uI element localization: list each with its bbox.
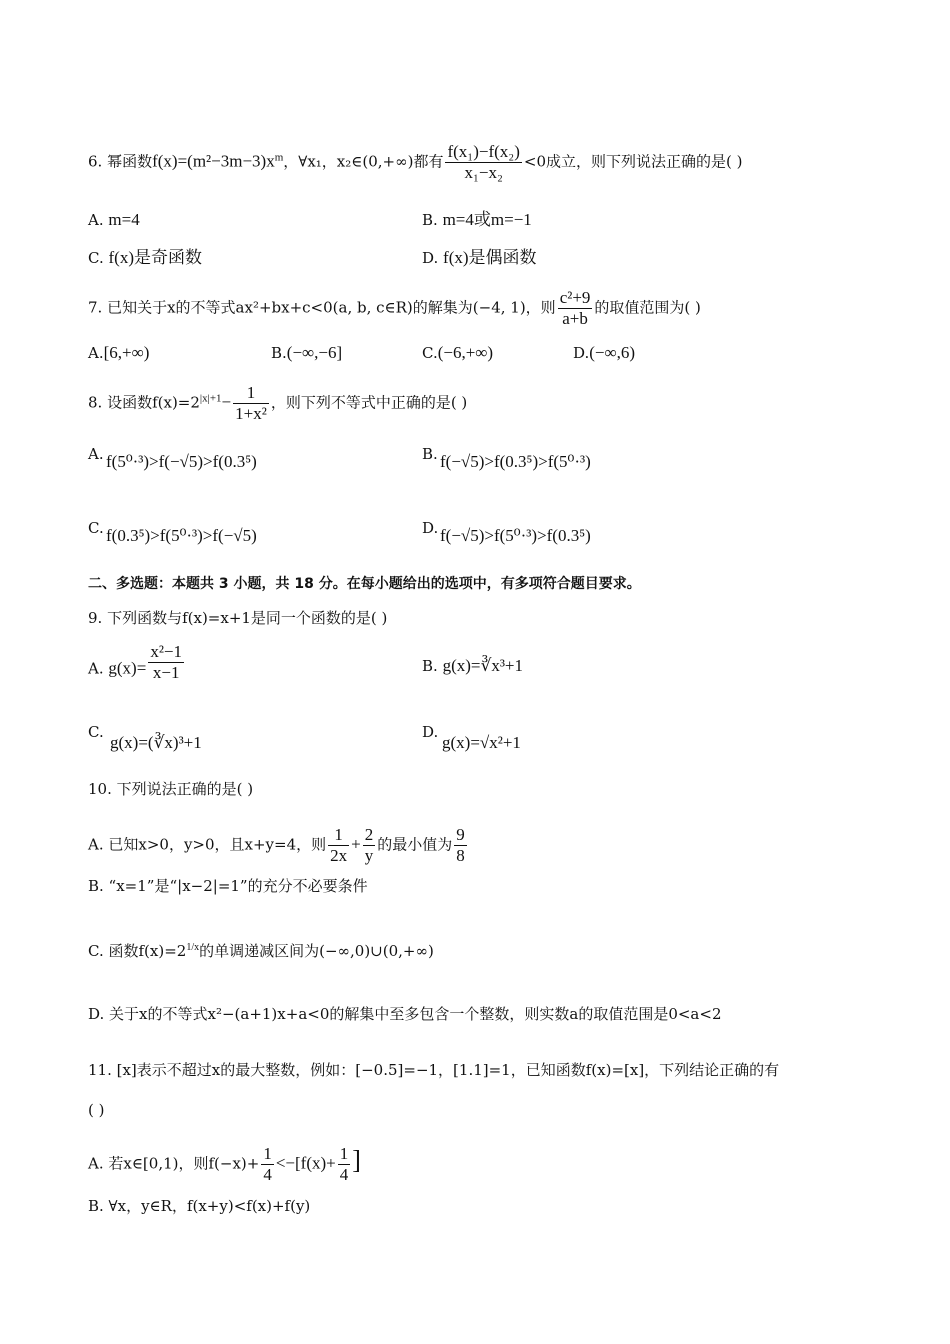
option-label: A. (88, 659, 104, 678)
option-label: B. (422, 657, 438, 675)
frac-den: 8 (456, 846, 465, 865)
q9-a-num: x²−1 (150, 642, 182, 661)
q8-option-a-text (106, 452, 257, 472)
q6-option-b (422, 210, 532, 230)
q6-frac-num: f(x₁)−f(x₂) (447, 142, 520, 161)
q7-frac-num: c²+9 (559, 288, 591, 307)
option-label: D. (422, 249, 439, 267)
q8-option-b-text (440, 452, 591, 472)
q6-frac-den: x₁−x₂ (464, 163, 503, 182)
q6-cond: ，∀x₁，x₂∈(0,+∞)都有 (283, 152, 444, 171)
q10-a-mid: 的最小值为 (377, 835, 453, 854)
q9-option-c-text (110, 733, 202, 753)
option-text: f(x)是奇函数 (108, 248, 202, 267)
q8-suffix: ，则下列不等式中正确的是( ) (270, 393, 468, 412)
frac-den: y (364, 846, 374, 865)
frac-den: 2x (330, 846, 348, 865)
q7-prefix: 7. 已知关于x的不等式ax²+bx+c<0(a, b, c∈R)的解集为(−4, 1)，则 (88, 298, 556, 317)
q6-option-a (88, 210, 140, 230)
q9-stem: 9. 下列函数与f(x)=x+1是同一个函数的是( ) (88, 609, 388, 627)
q10-a-plus: + (351, 834, 361, 854)
option-label: A. (88, 211, 104, 229)
q8-prefix: 8. 设函数f(x)=2 (88, 393, 200, 412)
q10-c-suffix: 的单调递减区间为(−∞,0)∪(0,+∞) (199, 942, 434, 960)
option-text: g(x)=√x²+1 (442, 733, 521, 752)
frac-den: 4 (339, 1165, 349, 1184)
q8-option-d (422, 518, 438, 538)
option-label: C. (88, 723, 104, 741)
q8-exp: |x|+1 (199, 392, 222, 405)
q11-option-a (88, 1144, 361, 1185)
q10-option-c (88, 938, 434, 961)
option-text: f(x)是偶函数 (443, 248, 537, 267)
frac-num: 1 (339, 1144, 349, 1163)
q10-option-d: D. 关于x的不等式x²−(a+1)x+a<0的解集中至多包含一个整数，则实数a的取值范围是0<a<2 (88, 1005, 722, 1023)
option-text: f(−√5)>f(5⁰·³)>f(0.3⁵) (440, 526, 591, 545)
q10-a-prefix: A. 已知x>0，y>0，且x+y=4，则 (88, 835, 327, 854)
frac-num: 9 (456, 825, 465, 844)
q11-stem-2: ( ) (88, 1101, 105, 1119)
q11-stem: 11. [x]表示不超过x的最大整数，例如：[−0.5]=−1，[1.1]=1，已知函数f(x)=[x]，下列结论正确的有 (88, 1061, 780, 1079)
q11-a-end: ] (352, 1145, 361, 1175)
option-text: f(5⁰·³)>f(−√5)>f(0.3⁵) (106, 452, 257, 471)
q6-func: f(x)=(m²−3m−3)x (152, 151, 275, 171)
q9-option-c (88, 722, 104, 742)
q8-frac-num: 1 (233, 383, 269, 404)
option-label: A. (88, 344, 104, 362)
q10-a-frac2 (363, 825, 376, 866)
q6-option-d (422, 248, 537, 268)
q10-a-frac3 (454, 825, 467, 866)
q8-option-b (422, 444, 438, 464)
option-label: B. (271, 344, 287, 362)
q8-stem (88, 383, 467, 424)
q8-option-c-text (106, 526, 257, 546)
q7-suffix: 的取值范围为( ) (594, 298, 701, 317)
q9-a-den: x−1 (152, 663, 180, 682)
option-label: A. (88, 445, 104, 463)
frac-den: 4 (263, 1165, 272, 1184)
q8-option-d-text (440, 526, 591, 546)
option-text: (−6,+∞) (437, 343, 494, 362)
option-label: C. (88, 519, 104, 537)
option-text: g(x)=∛x³+1 (442, 656, 524, 675)
q11-a-prefix: A. 若x∈[0,1)，则f(−x)+ (88, 1154, 260, 1173)
option-text: [6,+∞) (103, 343, 150, 362)
q10-option-a (88, 825, 469, 866)
q9-a-fraction (148, 642, 184, 683)
q7-option-b (271, 343, 342, 363)
frac-num: 1 (263, 1144, 272, 1163)
q8-option-a (88, 444, 104, 464)
q9-option-d (422, 722, 438, 742)
frac-num: 1 (328, 825, 349, 846)
q7-stem (88, 288, 701, 329)
q9-option-d-text (442, 733, 521, 753)
q11-option-b: B. ∀x，y∈R，f(x+y)<f(x)+f(y) (88, 1197, 311, 1215)
q11-a-frac2 (338, 1144, 351, 1185)
q6-option-c (88, 248, 202, 268)
q6-func-sup: m (274, 151, 284, 164)
option-label: B. (422, 445, 438, 463)
option-text: m=4或m=−1 (442, 210, 532, 229)
q7-option-c (422, 343, 493, 363)
section-2-heading: 二、多选题：本题共 3 小题，共 18 分。在每小题给出的选项中，有多项符合题目要求。 (88, 576, 641, 592)
q10-c-prefix: C. 函数f(x)=2 (88, 942, 187, 960)
q8-frac-den: 1+x² (235, 404, 267, 423)
option-label: D. (422, 519, 439, 537)
q10-c-exp: 1/x (186, 942, 200, 953)
q8-minus: − (221, 392, 232, 412)
option-label: D. (573, 344, 590, 362)
option-label: D. (422, 723, 439, 741)
option-text: f(−√5)>f(0.3⁵)>f(5⁰·³) (440, 452, 591, 471)
q10-option-b: B. “x=1”是“|x−2|=1”的充分不必要条件 (88, 877, 368, 895)
option-text: g(x)=(∛x)³+1 (110, 733, 202, 752)
frac-num: 2 (364, 825, 374, 844)
q9-option-b (422, 656, 523, 676)
q6-prefix: 6. 幂函数 (88, 152, 153, 171)
q7-option-a (88, 343, 149, 363)
option-label: C. (88, 249, 104, 267)
q9-option-a (88, 642, 186, 683)
q11-a-frac1 (261, 1144, 274, 1185)
option-label: B. (422, 211, 438, 229)
option-text: m=4 (108, 210, 140, 229)
option-text: (−∞,−6] (286, 343, 343, 362)
option-text: f(0.3⁵)>f(5⁰·³)>f(−√5) (106, 526, 257, 545)
q7-fraction (558, 288, 593, 329)
option-label: C. (422, 344, 438, 362)
q7-option-d (573, 343, 635, 363)
q8-option-c (88, 518, 104, 538)
q6-suffix: <0成立，则下列说法正确的是( ) (523, 152, 743, 171)
q10-a-frac1 (328, 825, 349, 866)
q11-a-mid: <−[f(x)+ (275, 1153, 336, 1173)
q7-frac-den: a+b (562, 309, 588, 328)
q8-fraction (233, 383, 269, 424)
option-text: g(x)= (108, 658, 147, 678)
q10-stem: 10. 下列说法正确的是( ) (88, 780, 254, 798)
option-text: (−∞,6) (589, 343, 636, 362)
q6-stem (88, 142, 742, 183)
q6-fraction (445, 142, 521, 183)
